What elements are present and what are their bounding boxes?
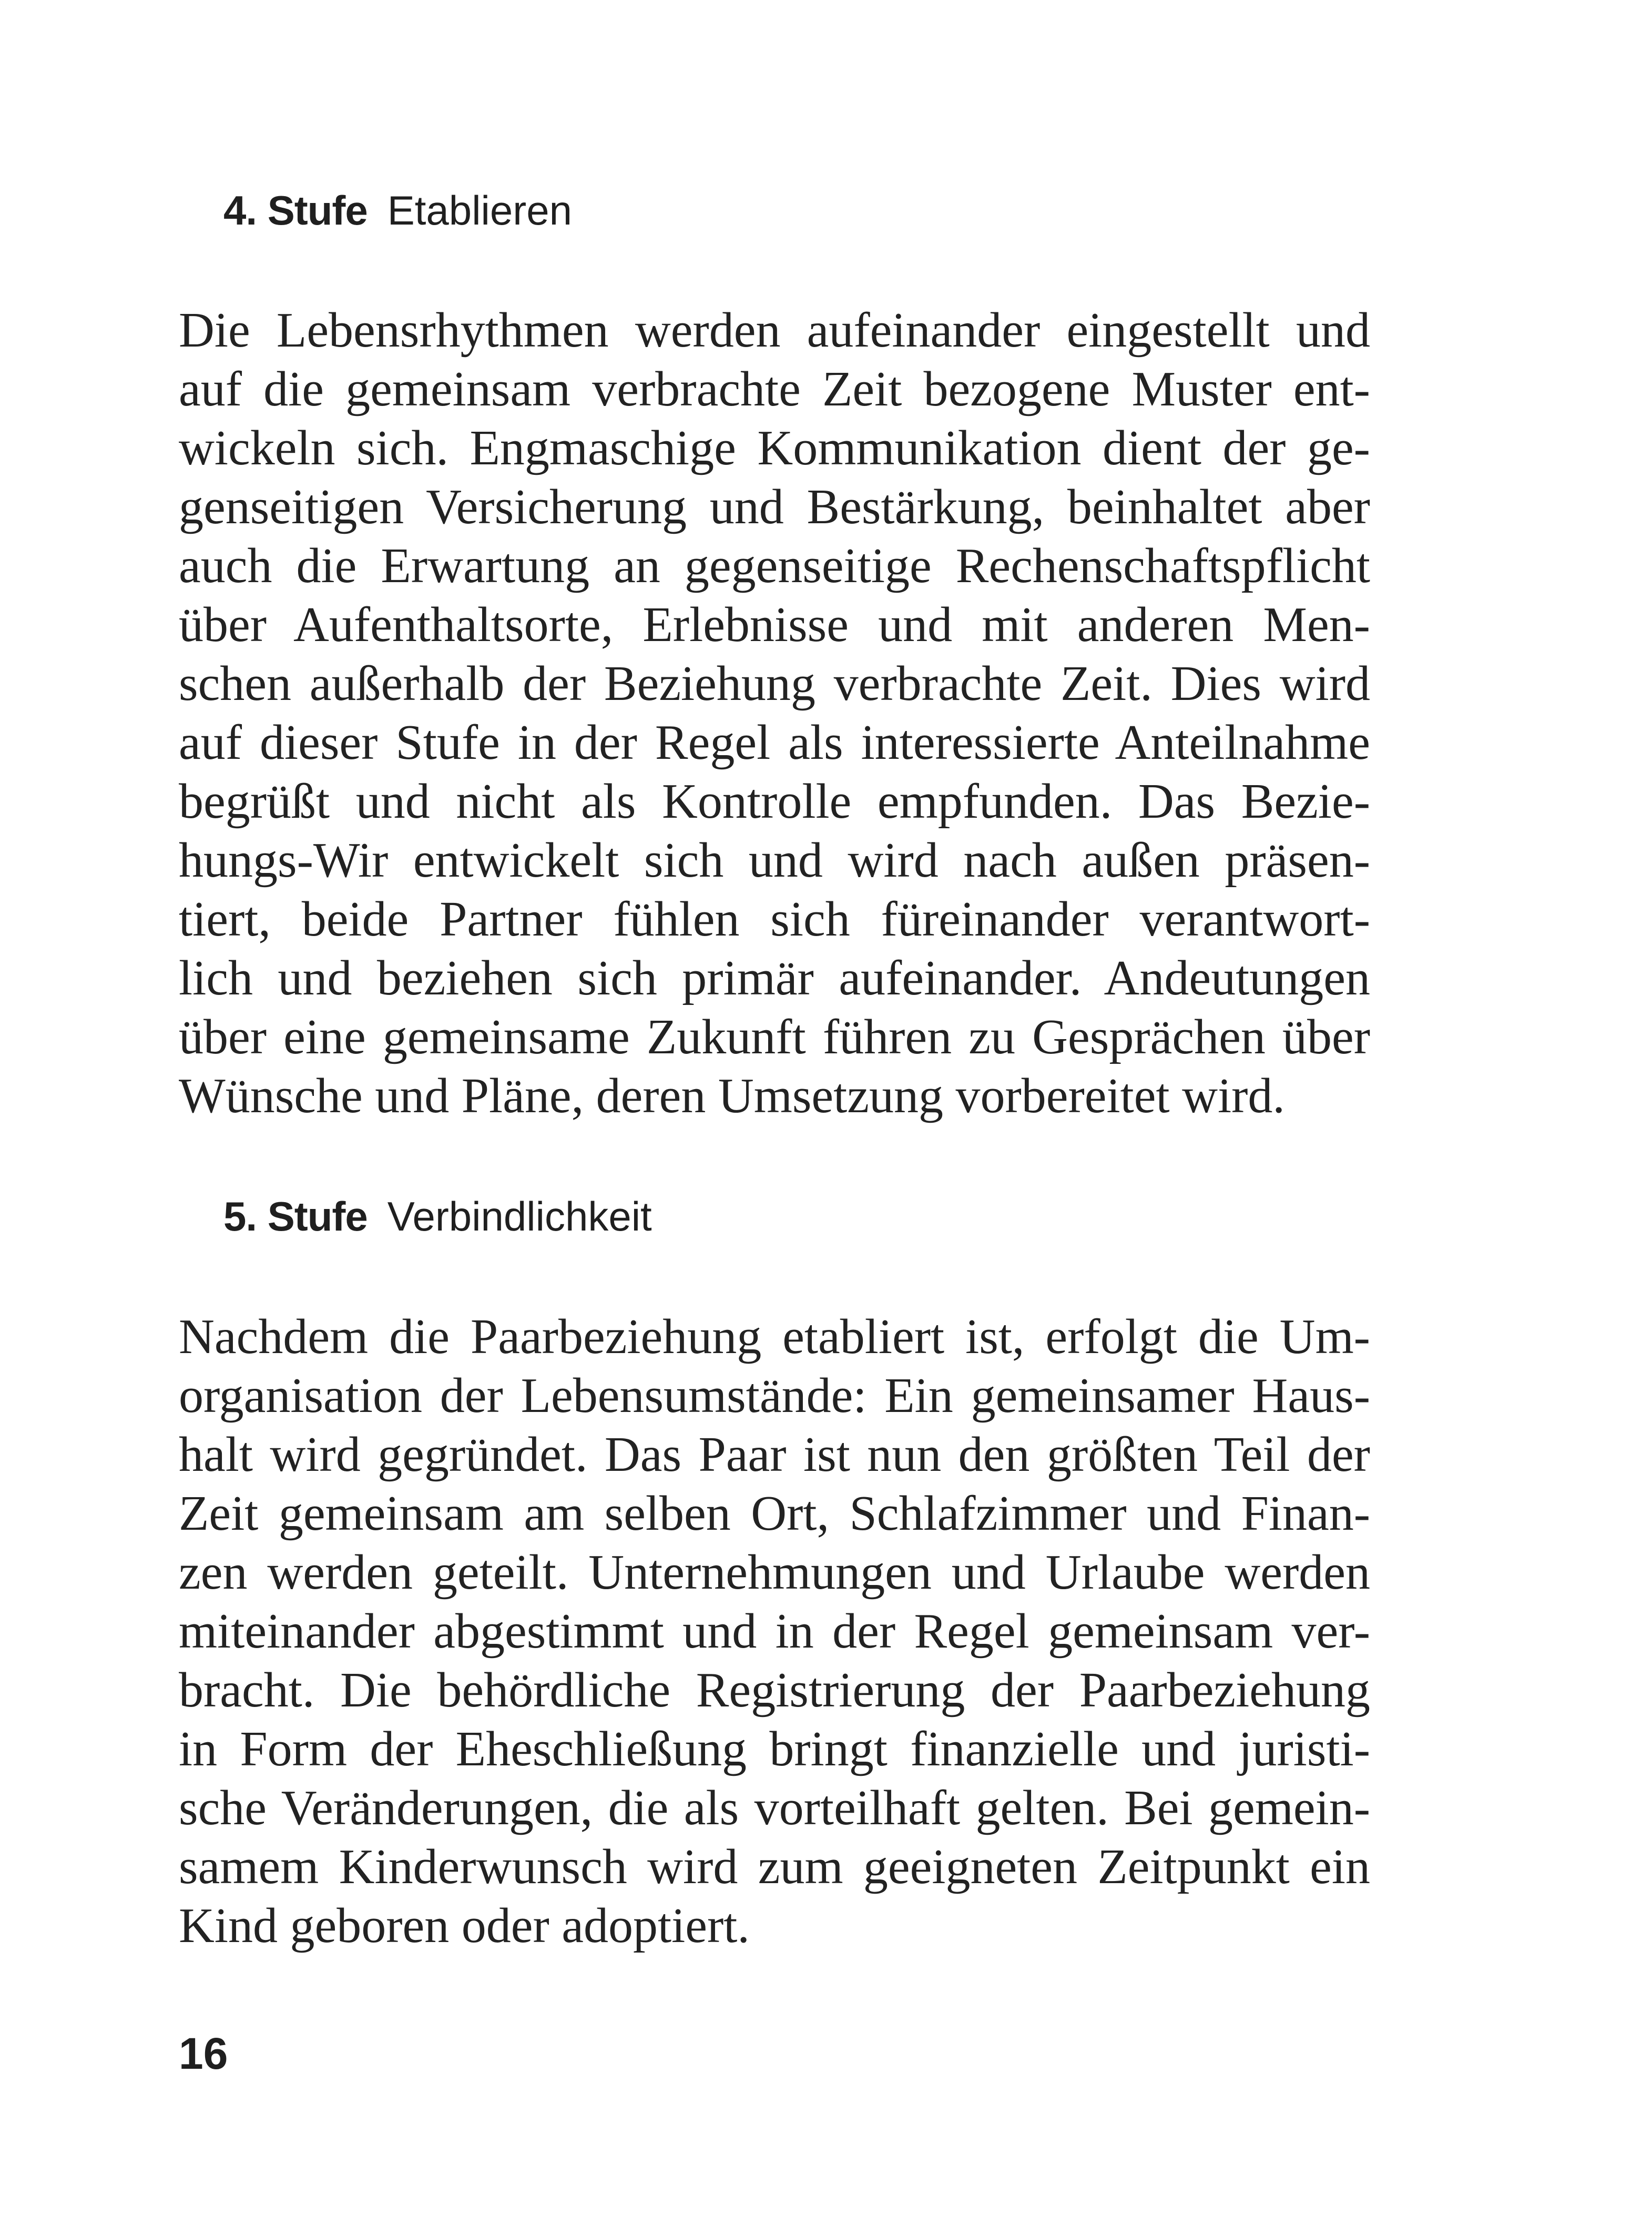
section-heading-stufe-4 [223,187,572,234]
text-line: lich und beziehen sich primär aufeinander. Andeutungen [179,951,1370,1005]
section-title: Etablieren [387,187,572,233]
text-line: wickeln sich. Engmaschige Kommunikation dient der ge- [179,421,1370,475]
text-line: Die Lebensrhythmen werden aufeinander eingestellt und [179,303,1370,358]
text-line: schen außerhalb der Beziehung verbrachte Zeit. Dies wird [179,656,1370,711]
text-line: begrüßt und nicht als Kontrolle empfunden. Das Bezie- [179,774,1370,829]
text-line: zen werden geteilt. Unternehmungen und Urlaube werden [179,1545,1370,1600]
text-line: auch die Erwartung an gegenseitige Rechenschaftspflicht [179,538,1370,593]
text-line: genseitigen Versicherung und Bestärkung, beinhaltet aber [179,480,1370,534]
text-line: organisation der Lebensumstände: Ein gemeinsamer Haus- [179,1368,1370,1423]
text-line: über eine gemeinsame Zukunft führen zu Gesprächen über [179,1010,1370,1064]
text-line: in Form der Eheschließung bringt finanzielle und juristi- [179,1722,1370,1776]
section-number: 4. Stufe [223,187,368,233]
text-line: sche Veränderungen, die als vorteilhaft gelten. Bei gemein- [179,1781,1370,1835]
section-heading-stufe-5 [223,1193,652,1240]
text-line: hungs-Wir entwickelt sich und wird nach außen präsen- [179,833,1370,888]
text-line: auf dieser Stufe in der Regel als interessierte Anteilnahme [179,715,1370,770]
section-paragraph-stufe-5 [179,1307,1370,1955]
text-line: tiert, beide Partner fühlen sich füreinander verantwort- [179,892,1370,947]
text-line: Wünsche und Pläne, deren Umsetzung vorbereitet wird. [179,1069,1285,1123]
text-line: über Aufenthaltsorte, Erlebnisse und mit anderen Men- [179,597,1370,652]
text-line: halt wird gegründet. Das Paar ist nun den größten Teil der [179,1427,1370,1482]
text-line: Zeit gemeinsam am selben Ort, Schlafzimmer und Finan- [179,1486,1370,1541]
text-line: miteinander abgestimmt und in der Regel gemeinsam ver- [179,1604,1370,1659]
section-title: Verbindlichkeit [387,1193,652,1239]
text-line: auf die gemeinsam verbrachte Zeit bezogene Muster ent- [179,362,1370,416]
section-paragraph-stufe-4 [179,301,1370,1125]
text-line: Kind geboren oder adoptiert. [179,1898,750,1953]
text-line: bracht. Die behördliche Registrierung der Paarbeziehung [179,1663,1370,1717]
text-line: samem Kinderwunsch wird zum geeigneten Zeitpunkt ein [179,1839,1370,1894]
section-number: 5. Stufe [223,1193,368,1239]
text-line: Nachdem die Paarbeziehung etabliert ist, erfolgt die Um- [179,1309,1370,1364]
page-number: 16 [179,2029,228,2078]
